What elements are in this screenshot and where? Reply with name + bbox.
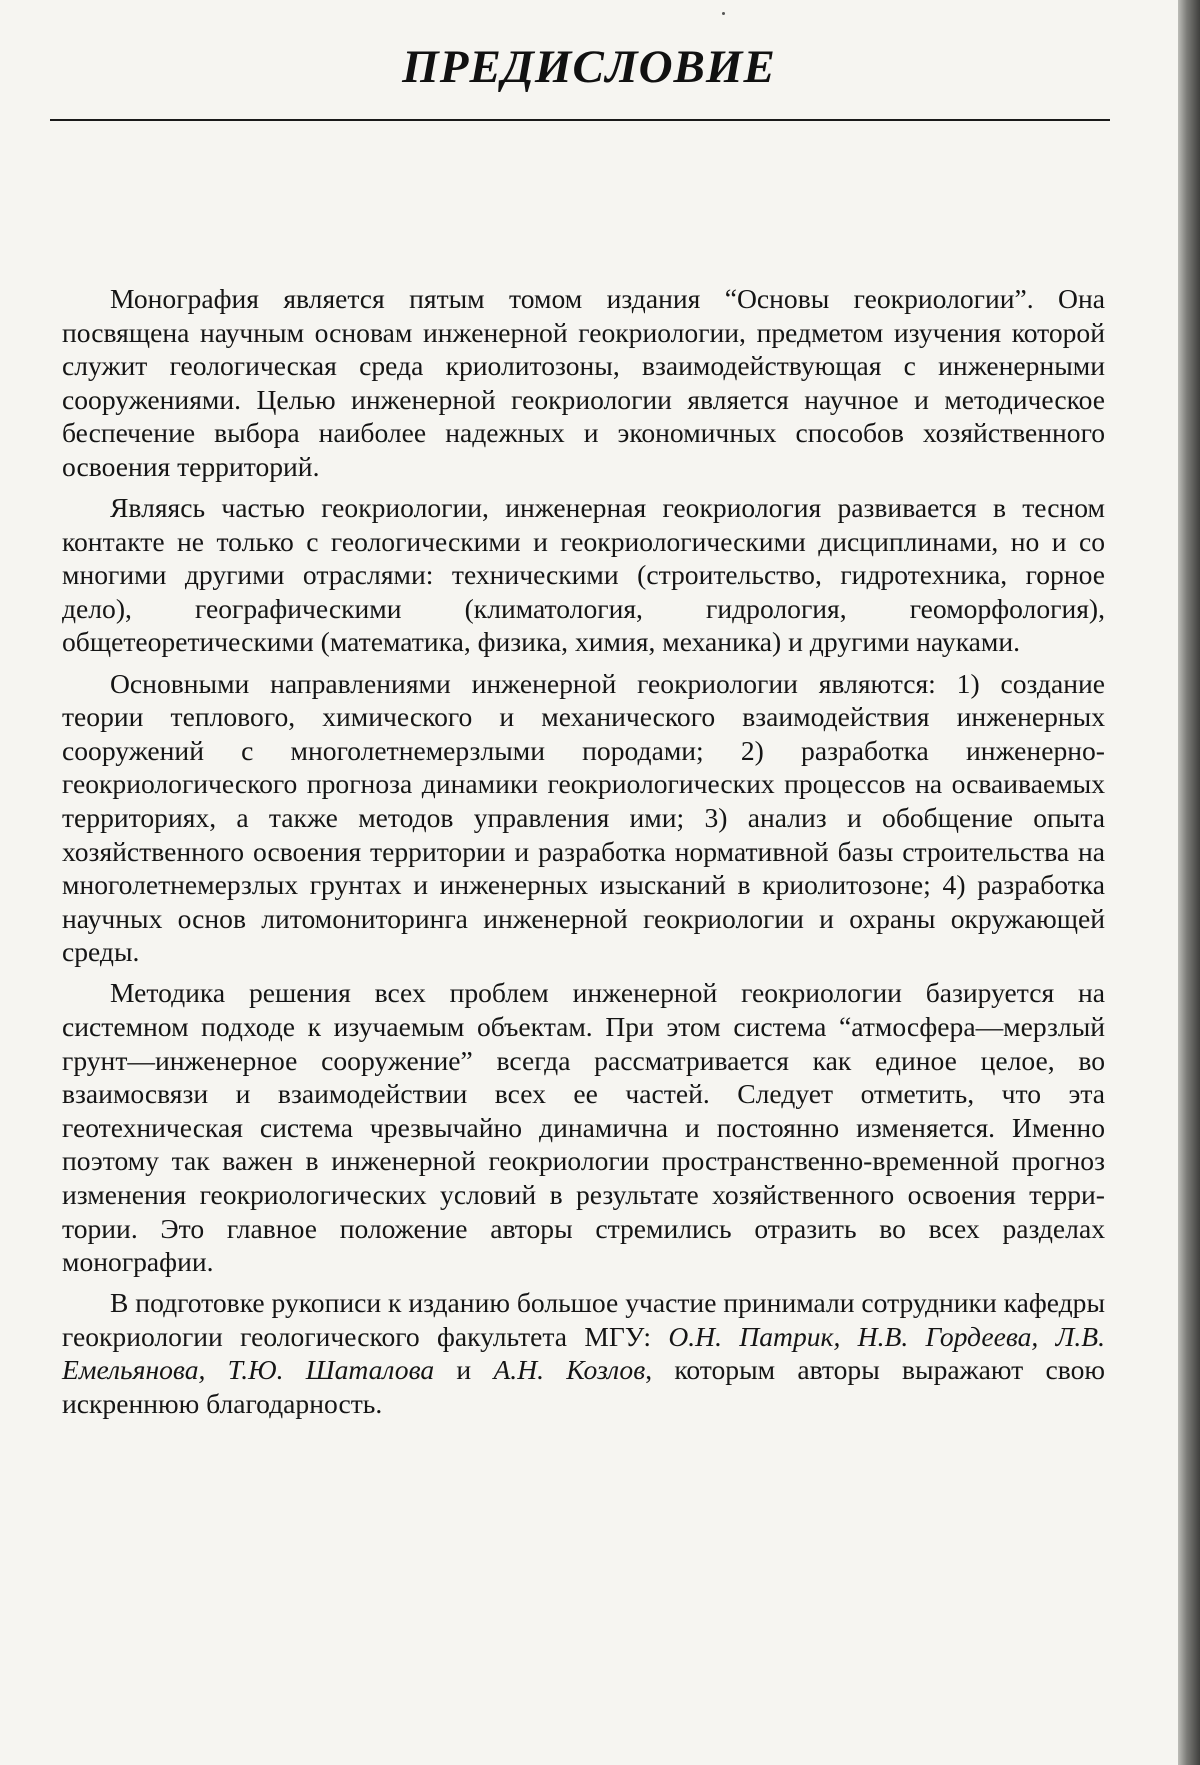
- paragraph-2: Являясь частью геокриологии, инженерная геокриология развивается в тесном контакте не только с геологическими и геокриологическими дисциплинами, но и со многими другими отраслями: техническими (строительство, гидротехника, горное дело), географическими (климатология, гидрология, геоморфология), общетеоретическими (математика, физика, химия, механика) и другими науками.: [62, 492, 1105, 658]
- acknowledgement-last-name: А.Н. Козлов: [493, 1354, 646, 1386]
- page-title: ПРЕДИСЛОВИЕ: [402, 41, 776, 93]
- paragraph-3: Основными направлениями инженерной геокриологии являются: 1) создание теории теплового, химического и механического взаимодействия инженерных сооружений с многолетнемерзлыми породами; 2) разработка инженерно-геокриологического прогноза динамики геокриологических процессов на осваиваемых территориях, а также методов управления ими; 3) анализ и обобщение опыта хозяйственного освоения территории и разработка нормативной базы строительства на многолетнемерзлых грунтах и инженерных изысканий в криолитозоне; 4) разработка научных основ литомониторинга инженерной геокриологии и охраны окружающей среды.: [62, 667, 1105, 968]
- acknowledgement-names: О.Н. Патрик, Н.В. Гордеева, Л.В. Емельянова, Т.Ю. Шаталова: [62, 1320, 1105, 1386]
- acknowledgement-outro: , которым авторы выражают свою искреннюю благодарность.: [62, 1354, 1105, 1419]
- preface-body: [62, 282, 1105, 1421]
- paragraph-1: Монография является пятым томом издания “Основы геокриологии”. Она посвящена научным основам инженерной геокриологии, предметом изучения которой служит геологическая среда криолитозоны, взаимодействующая с инженерными сооружениями. Целью инженерной геокриологии является научное и методическое беспечение выбора наиболее надежных и экономичных способов хозяйственного освоения территорий.: [62, 283, 1105, 482]
- title-divider: [50, 119, 1110, 121]
- print-speck: [722, 12, 725, 15]
- acknowledgement-conjunction: и: [434, 1354, 494, 1386]
- acknowledgement-paragraph: [62, 1286, 1105, 1420]
- paragraph-4: Методика решения всех проблем инженерной геокриологии базируется на системном подходе к изучаемым объектам. При этом система “атмосфера—мерзлый грунт—инженерное сооружение” всегда рассматривается как единое целое, во взаимосвязи и взаимодействии всех ее частей. Следует отметить, что эта геотехническая система чрезвычайно динамична и постоянно изменяется. Именно поэтому так важен в инженерной геокриологии пространственно-временной прогноз изменения геокриологических условий в результате хозяйственного освоения территории. Это главное положение авторы стремились отразить во всех разделах монографии.: [62, 977, 1105, 1278]
- book-spine-edge: [1178, 0, 1200, 1765]
- acknowledgement-intro: В подготовке рукописи к изданию большое участие принимали сотрудники кафедры геокриологии геологического факультета МГУ:: [62, 1287, 1105, 1352]
